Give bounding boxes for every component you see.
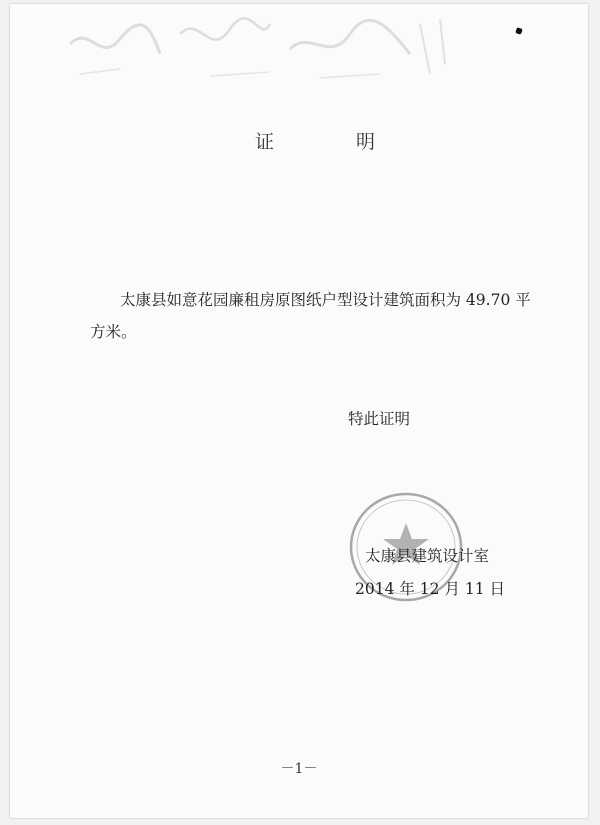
certify-statement: 特此证明: [348, 410, 411, 428]
bleed-through-marks: [60, 4, 490, 84]
issue-date: 2014 年 12 月 11 日: [355, 580, 506, 598]
issuing-organization: 太康县建筑设计室: [365, 547, 490, 565]
certificate-body: 太康县如意花园廉租房原图纸户型设计建筑面积为 49.70 平方米。: [90, 290, 531, 341]
scan-speck: [515, 27, 523, 35]
document-title: 证 明: [255, 131, 414, 153]
page-number: －1－: [280, 761, 318, 777]
document-page: [10, 4, 588, 818]
